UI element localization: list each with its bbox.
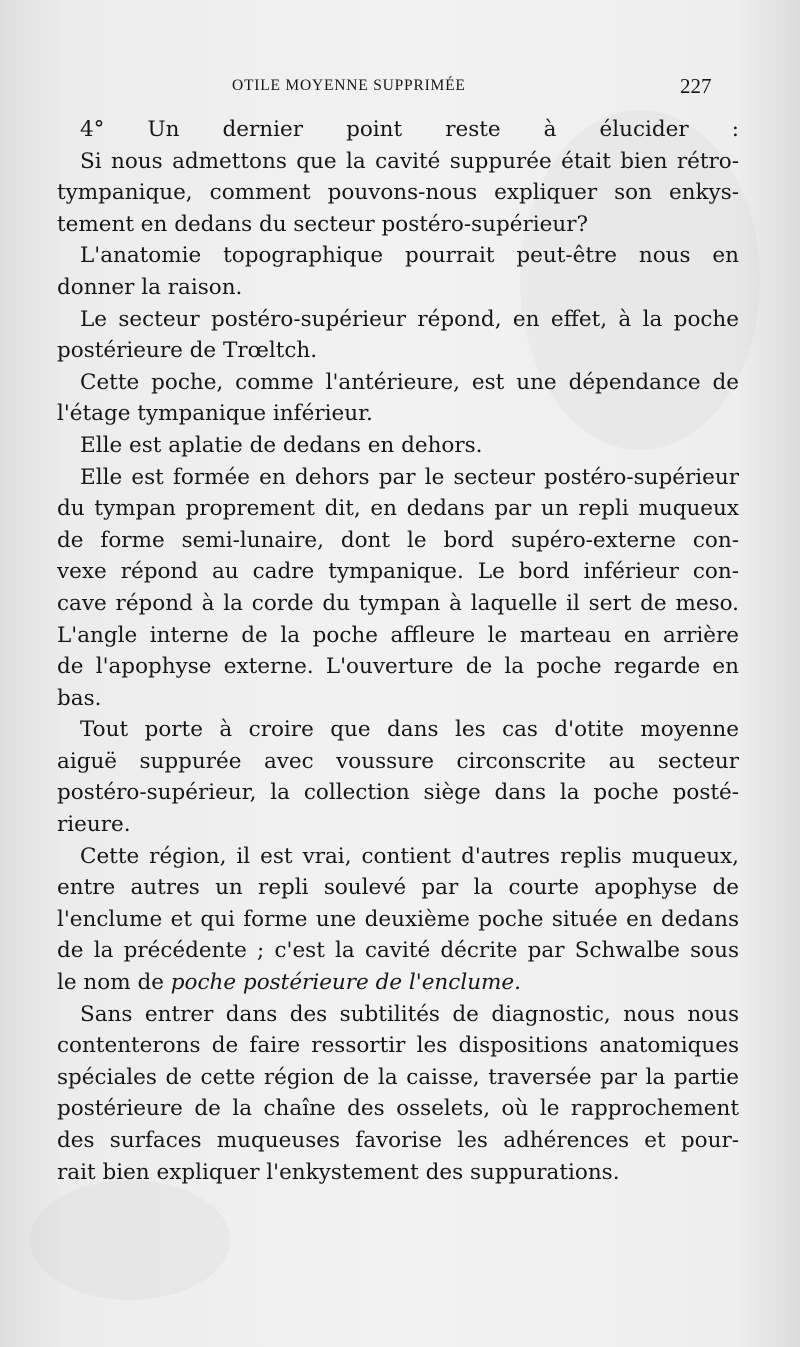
text-line: postéro-supérieur, la collection siège dans la poche posté- — [57, 780, 739, 806]
show-through-smudge — [30, 1180, 230, 1300]
running-head: OTILE MOYENNE SUPPRIMÉE — [232, 77, 466, 94]
text-line: l'étage tympanique inférieur. — [57, 401, 373, 427]
text-line: cave répond à la corde du tympan à laquelle il sert de meso. — [57, 590, 739, 616]
text-line: Elle est aplatie de dedans en dehors. — [80, 432, 483, 458]
text-line: tement en dedans du secteur postéro-supérieur? — [57, 211, 589, 237]
page-header — [0, 74, 800, 104]
text-line: rait bien expliquer l'enkystement des suppurations. — [57, 1159, 620, 1185]
page-number: 227 — [680, 74, 712, 98]
text-line: Le secteur postéro-supérieur répond, en effet, à la poche — [80, 306, 739, 332]
text-line: L'angle interne de la poche affleure le marteau en arrière — [57, 622, 739, 648]
text-line: rieure. — [57, 812, 131, 838]
text-line-with-italic — [57, 967, 739, 999]
text-line: donner la raison. — [57, 274, 243, 300]
text-line: du tympan proprement dit, en dedans par un repli muqueux — [57, 496, 739, 522]
text-line: postérieure de Trœltch. — [57, 338, 318, 364]
text-line: bas. — [57, 685, 102, 711]
text-line: Cette poche, comme l'antérieure, est une dépendance de — [80, 369, 739, 395]
text-line: Si nous admettons que la cavité suppurée était bien rétro- — [80, 148, 739, 174]
text-line: tympanique, comment pouvons-nous expliquer son enkys- — [57, 180, 739, 206]
text-line: Elle est formée en dehors par le secteur postéro-supérieur — [80, 464, 739, 490]
text-line: Cette région, il est vrai, contient d'autres replis muqueux, — [80, 843, 739, 869]
text-line: de la précédente ; c'est la cavité décrite par Schwalbe sous — [57, 938, 739, 964]
text-line: Sans entrer dans des subtilités de diagnostic, nous nous — [80, 1001, 739, 1027]
body-text — [57, 114, 739, 1188]
text-line: entre autres un repli soulevé par la courte apophyse de — [57, 875, 739, 901]
italic-term: poche postérieure de l'enclume. — [170, 970, 521, 996]
text-line: L'anatomie topographique pourrait peut-être nous en — [80, 243, 739, 269]
text-line: vexe répond au cadre tympanique. Le bord inférieur con- — [57, 559, 739, 585]
text-line: aiguë suppurée avec voussure circonscrite au secteur — [57, 748, 739, 774]
text-line: 4° Un dernier point reste à élucider : — [80, 117, 739, 142]
text-span: le nom de — [57, 970, 164, 996]
text-line: de forme semi-lunaire, dont le bord supéro-externe con- — [57, 527, 739, 553]
text-line: contenterons de faire ressortir les dispositions anatomiques — [57, 1033, 739, 1059]
text-line: l'enclume et qui forme une deuxième poche située en dedans — [57, 906, 739, 932]
text-line: Tout porte à croire que dans les cas d'otite moyenne — [80, 717, 739, 743]
text-line: de l'apophyse externe. L'ouverture de la poche regarde en — [57, 654, 739, 680]
text-line: des surfaces muqueuses favorise les adhérences et pour- — [57, 1128, 739, 1153]
text-line: spéciales de cette région de la caisse, traversée par la partie — [57, 1064, 739, 1090]
text-line: postérieure de la chaîne des osselets, où le rapprochement — [57, 1096, 739, 1122]
